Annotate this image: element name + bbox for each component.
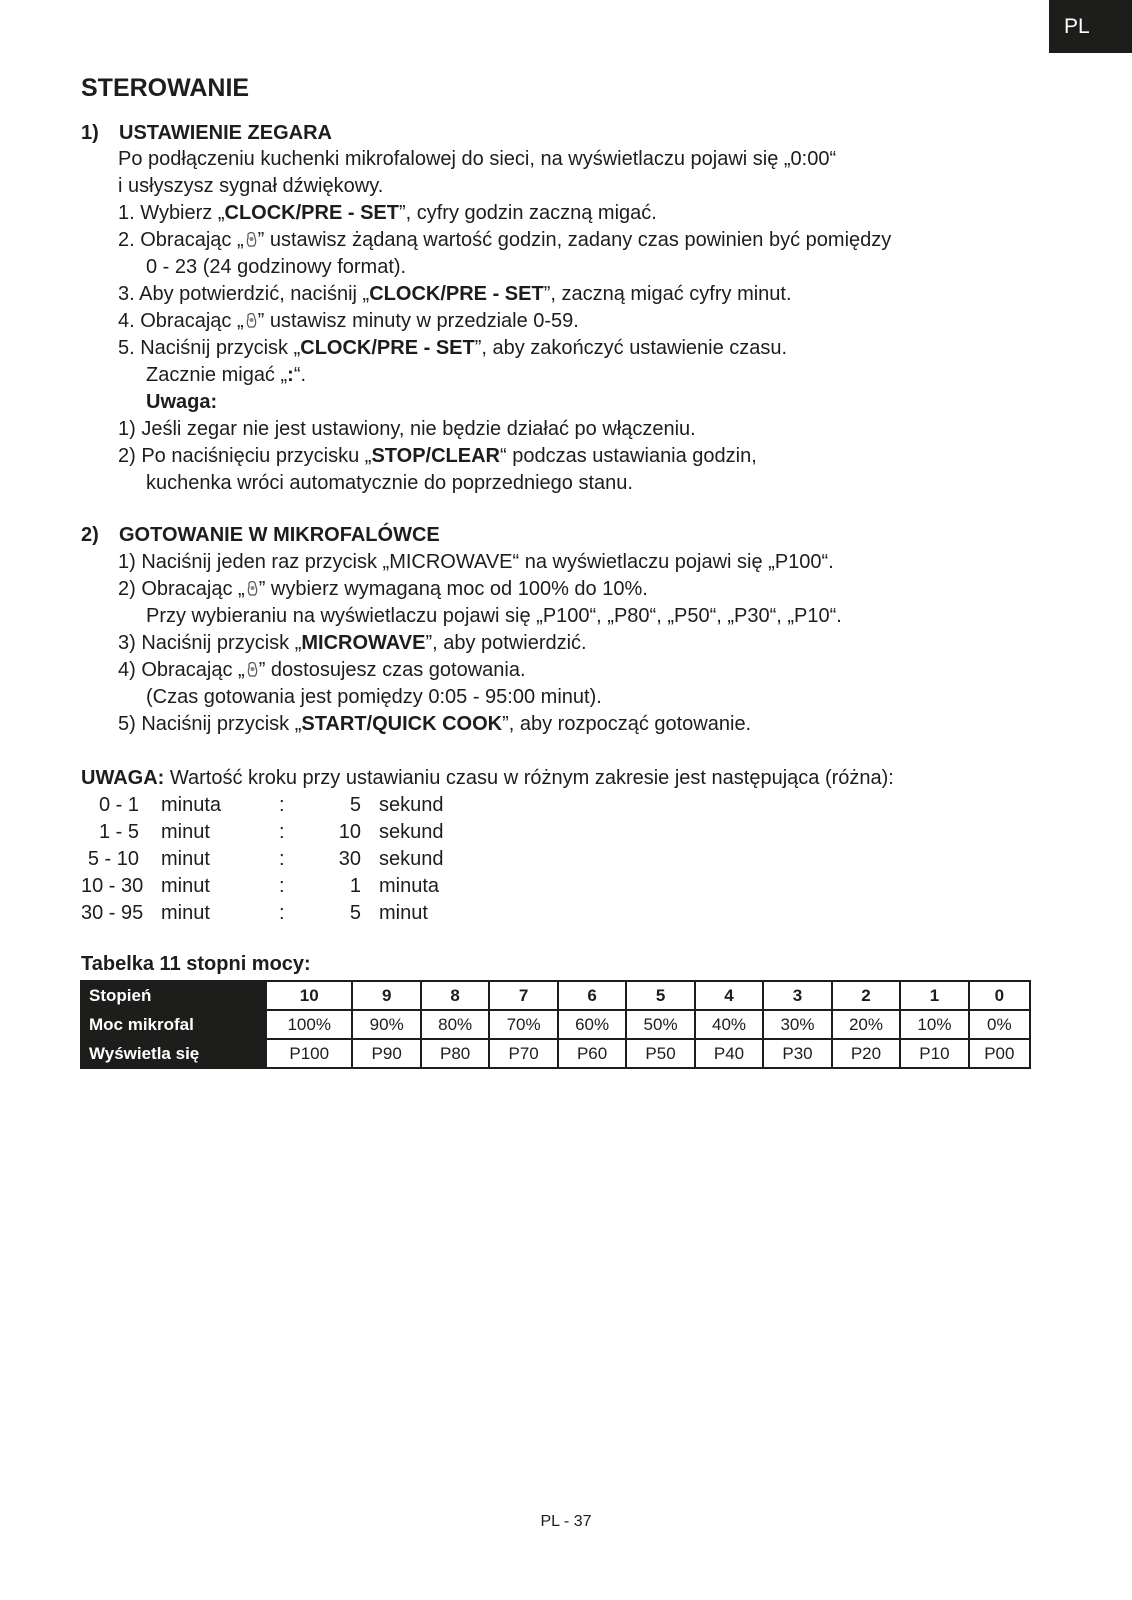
list-item	[81, 875, 481, 902]
text: 3) Naciśnij przycisk „	[118, 632, 302, 654]
power-cell: 0%	[969, 1010, 1030, 1039]
value-unit: sekund	[379, 848, 444, 870]
table-row	[81, 1010, 1030, 1039]
s2-step-5	[118, 711, 751, 738]
text: ”, aby rozpocząć gotowanie.	[502, 713, 752, 735]
display-cell: P70	[489, 1039, 557, 1068]
separator: :	[279, 794, 285, 816]
row-header: Wyświetla się	[81, 1039, 266, 1068]
display-cell: P00	[969, 1039, 1030, 1068]
display-cell: P20	[832, 1039, 900, 1068]
s1-step-2-cont: 0 - 23 (24 godzinowy format).	[146, 256, 407, 278]
text: ”, cyfry godzin zaczną migać.	[398, 202, 657, 224]
level-cell: 4	[695, 981, 763, 1010]
level-cell: 8	[421, 981, 489, 1010]
power-cell: 100%	[266, 1010, 352, 1039]
rotary-knob-icon	[245, 581, 259, 597]
section-title: GOTOWANIE W MIKROFALÓWCE	[119, 524, 440, 546]
level-cell: 10	[266, 981, 352, 1010]
list-item	[81, 821, 481, 848]
key-label: START/QUICK COOK	[301, 713, 503, 735]
text: ”, zaczną migać cyfry minut.	[543, 283, 792, 305]
s1-step-5	[118, 335, 787, 362]
separator: :	[279, 875, 285, 897]
separator: :	[279, 848, 285, 870]
page-title: STEROWANIE	[81, 74, 250, 102]
s2-step-4-cont: (Czas gotowania jest pomiędzy 0:05 - 95:00 minut).	[146, 686, 602, 708]
text: 2) Obracając „	[118, 578, 245, 600]
row-header: Stopień	[81, 981, 266, 1010]
display-cell: P100	[266, 1039, 352, 1068]
text: ”, aby zakończyć ustawienie czasu.	[474, 337, 788, 359]
section-number: 2)	[81, 524, 99, 546]
value-unit: sekund	[379, 794, 444, 816]
display-cell: P90	[352, 1039, 420, 1068]
text: 1. Wybierz „	[118, 202, 225, 224]
power-cell: 30%	[763, 1010, 831, 1039]
table-title: Tabelka 11 stopni mocy:	[81, 953, 311, 975]
step-note	[81, 765, 894, 792]
separator: :	[279, 821, 285, 843]
text: 2. Obracając „	[118, 229, 244, 251]
value: 5	[349, 902, 361, 924]
value: 30	[338, 848, 361, 870]
note-label: UWAGA:	[81, 767, 165, 789]
power-cell: 40%	[695, 1010, 763, 1039]
value-unit: minuta	[379, 875, 440, 897]
s1-step-1	[118, 200, 657, 227]
list-item	[81, 902, 481, 929]
table-row	[81, 1039, 1030, 1068]
unit: minut	[161, 902, 210, 924]
value: 1	[349, 875, 361, 897]
list-item	[81, 848, 481, 875]
level-cell: 9	[352, 981, 420, 1010]
text: “.	[293, 364, 307, 386]
text: ”, aby potwierdzić.	[425, 632, 587, 654]
text: 2) Po naciśnięciu przycisku „	[118, 445, 372, 467]
unit: minut	[161, 821, 210, 843]
display-cell: P30	[763, 1039, 831, 1068]
s2-step-1: 1) Naciśnij jeden raz przycisk „MICROWAVE“ na wyświetlaczu pojawi się „P100“.	[118, 551, 834, 573]
text: “ podczas ustawiania godzin,	[499, 445, 757, 467]
language-tab: PL	[1049, 0, 1132, 53]
level-cell: 6	[558, 981, 626, 1010]
level-cell: 3	[763, 981, 831, 1010]
text: 3. Aby potwierdzić, naciśnij „	[118, 283, 370, 305]
range: 30 - 95	[81, 902, 144, 924]
text: ” wybierz wymaganą moc od 100% do 10%.	[258, 578, 648, 600]
key-label: CLOCK/PRE - SET	[369, 283, 544, 305]
text: ” dostosujesz czas gotowania.	[258, 659, 526, 681]
power-cell: 70%	[489, 1010, 557, 1039]
key-label: CLOCK/PRE - SET	[300, 337, 475, 359]
s1-note-1: 1) Jeśli zegar nie jest ustawiony, nie będzie działać po włączeniu.	[118, 418, 696, 440]
unit: minut	[161, 875, 210, 897]
power-cell: 10%	[900, 1010, 968, 1039]
table-row	[81, 981, 1030, 1010]
section-number: 1)	[81, 122, 99, 144]
separator: :	[279, 902, 285, 924]
text: 4. Obracając „	[118, 310, 244, 332]
power-cell: 90%	[352, 1010, 420, 1039]
value: 10	[338, 821, 361, 843]
s1-step-2	[118, 227, 891, 254]
key-label: STOP/CLEAR	[371, 445, 500, 467]
unit: minut	[161, 848, 210, 870]
value-unit: sekund	[379, 821, 444, 843]
note-text: Wartość kroku przy ustawianiu czasu w różnym zakresie jest następująca (różna):	[164, 767, 894, 789]
text: 5) Naciśnij przycisk „	[118, 713, 302, 735]
section-title: USTAWIENIE ZEGARA	[119, 122, 332, 144]
power-cell: 20%	[832, 1010, 900, 1039]
page-number: PL - 37	[540, 1513, 592, 1530]
level-cell: 0	[969, 981, 1030, 1010]
text: 5. Naciśnij przycisk „	[118, 337, 301, 359]
level-cell: 5	[626, 981, 694, 1010]
list-item	[81, 794, 481, 821]
unit: minuta	[161, 794, 222, 816]
colon-symbol: :	[287, 364, 294, 386]
s2-step-4	[118, 657, 526, 684]
level-cell: 7	[489, 981, 557, 1010]
power-cell: 60%	[558, 1010, 626, 1039]
display-cell: P50	[626, 1039, 694, 1068]
rotary-knob-icon	[245, 662, 259, 678]
s1-note-2	[118, 443, 757, 470]
range: 10 - 30	[81, 875, 144, 897]
power-cell: 80%	[421, 1010, 489, 1039]
s2-step-2	[118, 576, 648, 603]
text: ” ustawisz żądaną wartość godzin, zadany czas powinien być pomiędzy	[257, 229, 892, 251]
key-label: MICROWAVE	[301, 632, 426, 654]
value: 5	[349, 794, 361, 816]
s1-note-2-cont: kuchenka wróci automatycznie do poprzedniego stanu.	[146, 472, 633, 494]
s2-step-2-cont: Przy wybieraniu na wyświetlaczu pojawi się „P100“, „P80“, „P50“, „P30“, „P10“.	[146, 605, 842, 627]
text: Zacznie migać „	[146, 364, 288, 386]
text: 4) Obracając „	[118, 659, 245, 681]
rotary-knob-icon	[244, 313, 258, 329]
value-unit: minut	[379, 902, 428, 924]
s1-step-3	[118, 281, 792, 308]
range: 1 - 5	[98, 821, 139, 843]
rotary-knob-icon	[244, 232, 258, 248]
s2-step-3	[118, 630, 587, 657]
range: 5 - 10	[87, 848, 139, 870]
key-label: CLOCK/PRE - SET	[224, 202, 399, 224]
row-header: Moc mikrofal	[81, 1010, 266, 1039]
display-cell: P80	[421, 1039, 489, 1068]
s1-intro-line-2: i usłyszysz sygnał dźwiękowy.	[118, 175, 384, 197]
display-cell: P60	[558, 1039, 626, 1068]
display-cell: P40	[695, 1039, 763, 1068]
power-cell: 50%	[626, 1010, 694, 1039]
s1-intro-line-1: Po podłączeniu kuchenki mikrofalowej do sieci, na wyświetlaczu pojawi się „0:00“	[118, 148, 837, 170]
text: ” ustawisz minuty w przedziale 0-59.	[257, 310, 579, 332]
note-label: Uwaga:	[146, 391, 218, 413]
s1-step-5-cont	[146, 362, 306, 389]
level-cell: 2	[832, 981, 900, 1010]
power-levels-table	[80, 980, 1031, 1069]
level-cell: 1	[900, 981, 968, 1010]
display-cell: P10	[900, 1039, 968, 1068]
range: 0 - 1	[98, 794, 139, 816]
s1-step-4	[118, 308, 579, 335]
